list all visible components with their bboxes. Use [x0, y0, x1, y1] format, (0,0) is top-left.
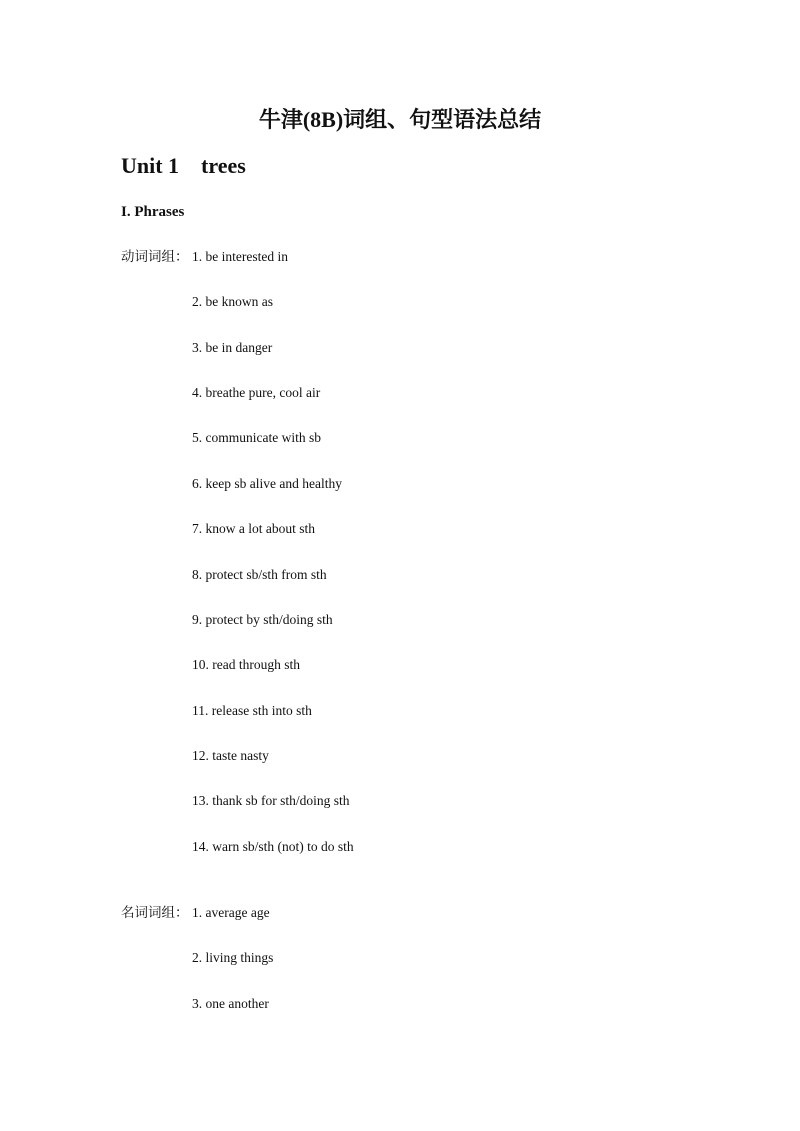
verb-phrase-item: 2. be known as	[192, 294, 273, 309]
noun-group-label: 名词词组：	[121, 905, 189, 921]
verb-phrase-item: 14. warn sb/sth (not) to do sth	[192, 839, 354, 854]
noun-phrase-item: 3. one another	[192, 996, 269, 1011]
verb-phrase-item: 9. protect by sth/doing sth	[192, 612, 333, 627]
verb-phrase-item: 7. know a lot about sth	[192, 521, 315, 536]
verb-phrase-item: 8. protect sb/sth from sth	[192, 567, 327, 582]
unit-heading: Unit 1 trees	[121, 153, 246, 178]
verb-phrase-item: 3. be in danger	[192, 340, 273, 355]
noun-phrase-item: 1. average age	[192, 905, 270, 920]
verb-phrase-item: 5. communicate with sb	[192, 430, 321, 445]
section-heading-phrases: I. Phrases	[121, 204, 185, 220]
verb-phrase-item: 10. read through sth	[192, 657, 300, 672]
verb-group-label: 动词词组：	[121, 249, 189, 265]
verb-phrase-item: 6. keep sb alive and healthy	[192, 476, 342, 491]
verb-phrase-item: 1. be interested in	[192, 249, 288, 264]
verb-phrase-item: 13. thank sb for sth/doing sth	[192, 793, 350, 808]
document-title: 牛津(8B)词组、句型语法总结	[258, 107, 542, 132]
verb-phrase-item: 12. taste nasty	[192, 748, 269, 763]
verb-phrase-item: 4. breathe pure, cool air	[192, 385, 321, 400]
verb-phrase-item: 11. release sth into sth	[192, 703, 312, 718]
noun-phrase-item: 2. living things	[192, 950, 274, 965]
